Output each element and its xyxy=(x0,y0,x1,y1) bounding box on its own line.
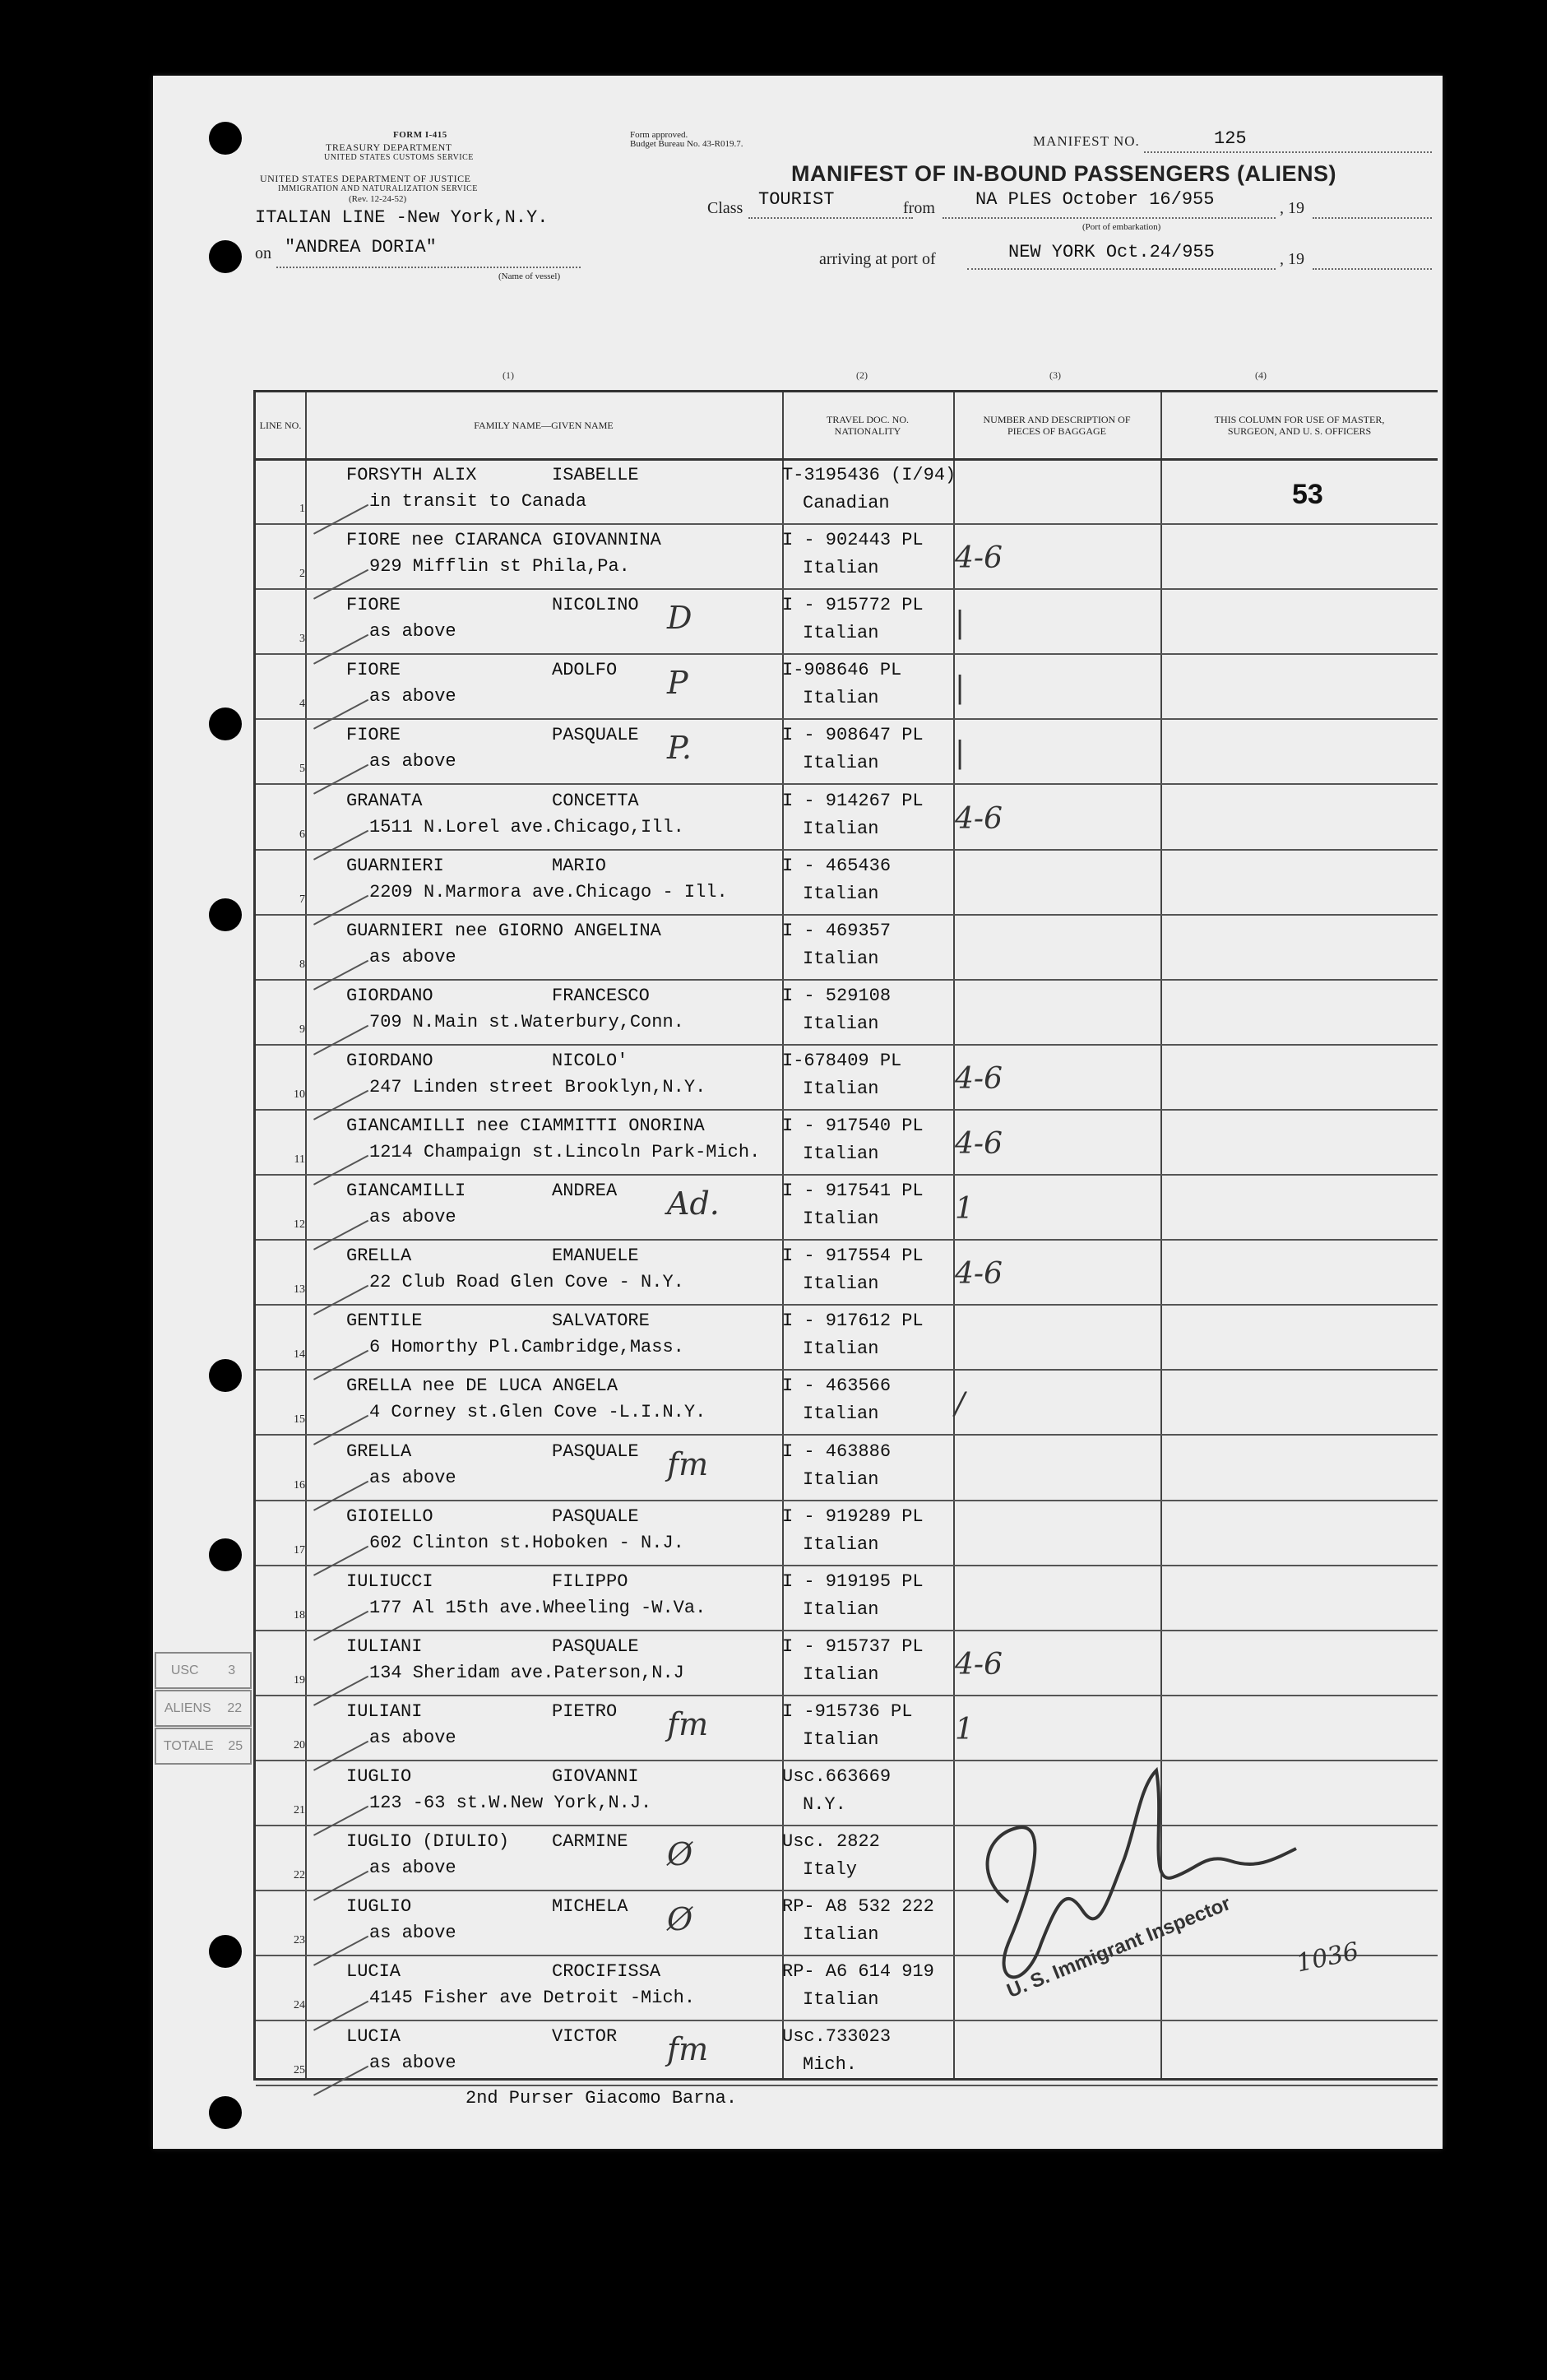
given-name: ISABELLE xyxy=(552,465,639,485)
travel-doc: I-908646 PL xyxy=(782,660,902,681)
revision: (Rev. 12-24-52) xyxy=(349,194,407,204)
baggage: 4-6 xyxy=(955,541,1003,576)
address: as above xyxy=(369,1923,456,1944)
given-name: PIETRO xyxy=(552,1700,618,1722)
line-number: 23 xyxy=(294,1934,305,1947)
nationality: Italian xyxy=(803,1078,879,1099)
family-name: IUGLIO xyxy=(346,1896,412,1918)
line-number: 6 xyxy=(299,828,305,841)
table-row xyxy=(256,914,1438,981)
family-name: IUGLIO (DIULIO) xyxy=(346,1831,510,1853)
address: as above xyxy=(369,1727,456,1748)
given-name: GIOVANNI xyxy=(552,1766,639,1787)
class-value: TOURIST xyxy=(758,189,835,210)
address: as above xyxy=(369,1858,456,1879)
table-row xyxy=(256,1044,1438,1111)
family-name: GUARNIERI nee GIORNO ANGELINA xyxy=(346,920,661,941)
initials: Ad. xyxy=(667,1185,720,1222)
travel-doc: I - 463566 xyxy=(782,1376,892,1397)
address: as above xyxy=(369,751,456,772)
line-number: 18 xyxy=(294,1608,305,1621)
travel-doc: Usc.733023 xyxy=(782,2026,892,2048)
col-num-1: (1) xyxy=(503,369,514,381)
baggage: | xyxy=(955,736,966,771)
on-label: on xyxy=(255,244,271,262)
line-number: 15 xyxy=(294,1413,305,1427)
given-name: NICOLO' xyxy=(552,1050,628,1071)
address: as above xyxy=(369,1467,456,1488)
th-name: FAMILY NAME—GIVEN NAME xyxy=(474,420,614,431)
given-name: CROCIFISSA xyxy=(552,1961,661,1983)
travel-doc: I-678409 PL xyxy=(782,1050,902,1071)
punch-hole xyxy=(209,898,242,931)
line-number: 13 xyxy=(294,1283,305,1297)
inspector-stamp: U. S. Immigrant Inspector xyxy=(1003,1892,1234,2003)
family-name: GRELLA nee DE LUCA ANGELA xyxy=(346,1376,618,1397)
initials: Ø xyxy=(667,1836,693,1873)
family-name: LUCIA xyxy=(346,1961,401,1983)
baggage: 1 xyxy=(955,1712,974,1747)
travel-doc: Usc. 2822 xyxy=(782,1831,880,1853)
nationality: Italy xyxy=(803,1859,858,1881)
given-name: PASQUALE xyxy=(552,1635,639,1657)
given-name: CARMINE xyxy=(552,1831,628,1853)
address: as above xyxy=(369,621,456,643)
table-row xyxy=(256,979,1438,1046)
family-name: GRANATA xyxy=(346,790,423,811)
nationality: Italian xyxy=(803,1013,879,1034)
given-name: ANDREA xyxy=(552,1181,618,1202)
baggage: | xyxy=(955,671,966,706)
line-number: 16 xyxy=(294,1478,305,1492)
address: 6 Homorthy Pl.Cambridge,Mass. xyxy=(369,1337,684,1358)
baggage: 4-6 xyxy=(955,1257,1003,1292)
table-row xyxy=(256,588,1438,655)
punch-hole xyxy=(209,1538,242,1571)
line-number: 10 xyxy=(294,1088,305,1101)
nationality: Italian xyxy=(803,558,879,579)
given-name: FRANCESCO xyxy=(552,985,650,1006)
given-name: PASQUALE xyxy=(552,1441,639,1462)
given-name: CONCETTA xyxy=(552,790,639,811)
line-number: 17 xyxy=(294,1543,305,1557)
travel-doc: I - 915737 PL xyxy=(782,1635,924,1657)
travel-doc: I - 917554 PL xyxy=(782,1246,924,1267)
shipping-line: ITALIAN LINE -New York,N.Y. xyxy=(255,207,549,228)
nationality: Italian xyxy=(803,1924,879,1946)
table-row xyxy=(256,784,1438,851)
line-number: 14 xyxy=(294,1348,305,1362)
address: as above xyxy=(369,946,456,967)
address: 22 Club Road Glen Cove - N.Y. xyxy=(369,1272,684,1293)
table-row xyxy=(256,1500,1438,1566)
table-header xyxy=(256,392,1438,461)
given-name: SALVATORE xyxy=(552,1311,650,1332)
nationality: N.Y. xyxy=(803,1794,846,1815)
nationality: Italian xyxy=(803,883,879,904)
given-name: ADOLFO xyxy=(552,660,618,681)
family-name: FIORE xyxy=(346,595,401,616)
travel-doc: I - 919195 PL xyxy=(782,1570,924,1592)
family-name: LUCIA xyxy=(346,2026,401,2048)
address: 134 Sheridam ave.Paterson,N.J xyxy=(369,1662,684,1683)
manifest-page xyxy=(153,76,1443,2149)
address: 1214 Champaign st.Lincoln Park-Mich. xyxy=(369,1142,761,1162)
address: 177 Al 15th ave.Wheeling -W.Va. xyxy=(369,1597,706,1618)
given-name: VICTOR xyxy=(552,2026,618,2048)
punch-hole xyxy=(209,122,242,155)
initials: D xyxy=(667,600,692,637)
given-name: MICHELA xyxy=(552,1896,628,1918)
line-number: 22 xyxy=(294,1869,305,1882)
table-row xyxy=(256,1174,1438,1241)
initials: Ø xyxy=(667,1901,693,1938)
family-name: GUARNIERI xyxy=(346,855,444,876)
travel-doc: T-3195436 (I/94) xyxy=(782,465,956,485)
nationality: Italian xyxy=(803,753,879,774)
th-officers: THIS COLUMN FOR USE OF MASTER, SURGEON, AND U. S. OFFICERS xyxy=(1214,414,1385,437)
nationality: Italian xyxy=(803,948,879,969)
class-label: Class xyxy=(707,199,743,217)
line-number: 11 xyxy=(294,1153,305,1166)
col-num-4: (4) xyxy=(1255,369,1267,381)
line-number: 8 xyxy=(299,958,305,971)
travel-doc: I - 919289 PL xyxy=(782,1505,924,1527)
baggage: | xyxy=(955,606,966,641)
address: 2209 N.Marmora ave.Chicago - Ill. xyxy=(369,881,728,902)
nationality: Italian xyxy=(803,1338,879,1360)
nationality: Italian xyxy=(803,1403,879,1425)
tally-total: TOTALE 25 xyxy=(155,1728,252,1765)
immigration-service: IMMIGRATION AND NATURALIZATION SERVICE xyxy=(278,184,478,193)
table-row xyxy=(256,1630,1438,1696)
col-num-2: (2) xyxy=(856,369,868,381)
family-name: GRELLA xyxy=(346,1246,412,1267)
address: 4 Corney st.Glen Cove -L.I.N.Y. xyxy=(369,1402,706,1423)
address: 709 N.Main st.Waterbury,Conn. xyxy=(369,1011,684,1032)
family-name: IULIUCCI xyxy=(346,1570,433,1592)
embark-note: (Port of embarkation) xyxy=(1082,222,1161,232)
given-name: NICOLINO xyxy=(552,595,639,616)
family-name: IULIANI xyxy=(346,1635,423,1657)
travel-doc: I - 917541 PL xyxy=(782,1181,924,1202)
line-number: 20 xyxy=(294,1738,305,1751)
line-number: 25 xyxy=(294,2064,305,2077)
tally-usc: USC 3 xyxy=(155,1652,252,1689)
manifest-no-label: MANIFEST NO. xyxy=(1033,133,1140,149)
nationality: Canadian xyxy=(803,493,890,513)
th-travel-doc: TRAVEL DOC. NO. NATIONALITY xyxy=(826,414,909,437)
year-label: , 19 xyxy=(1280,199,1304,217)
travel-doc: I - 917612 PL xyxy=(782,1311,924,1332)
line-number: 9 xyxy=(299,1023,305,1036)
address: 247 Linden street Brooklyn,N.Y. xyxy=(369,1076,706,1097)
nationality: Italian xyxy=(803,1144,879,1164)
table-row xyxy=(256,653,1438,720)
travel-doc: RP- A8 532 222 xyxy=(782,1896,934,1918)
given-name: PASQUALE xyxy=(552,1505,639,1527)
nationality: Italian xyxy=(803,623,879,644)
baggage: 4-6 xyxy=(955,1127,1003,1161)
punch-hole xyxy=(209,2096,242,2129)
nationality: Italian xyxy=(803,688,879,709)
travel-doc: I - 917540 PL xyxy=(782,1116,924,1136)
table-row xyxy=(256,1239,1438,1306)
form-number: FORM I-415 xyxy=(393,130,447,140)
punch-hole xyxy=(209,708,242,740)
given-name: PASQUALE xyxy=(552,725,639,746)
line-number: 1 xyxy=(299,503,305,515)
family-name: GIANCAMILLI nee CIAMMITTI ONORINA xyxy=(346,1116,705,1136)
travel-doc: I - 465436 xyxy=(782,855,892,876)
table-row xyxy=(256,1369,1438,1436)
family-name: GIOIELLO xyxy=(346,1505,433,1527)
travel-doc: I - 469357 xyxy=(782,920,892,941)
manifest-number: 125 xyxy=(1214,128,1247,149)
given-name: EMANUELE xyxy=(552,1246,639,1267)
baggage: 1 xyxy=(955,1192,974,1227)
baggage: 4-6 xyxy=(955,1647,1003,1682)
family-name: IULIANI xyxy=(346,1700,423,1722)
table-row xyxy=(256,2020,1438,2086)
table-row xyxy=(256,458,1438,525)
travel-doc: I - 463886 xyxy=(782,1441,892,1462)
purser-name: 2nd Purser Giacomo Barna. xyxy=(465,2088,738,2109)
arriving-label: arriving at port of xyxy=(819,250,936,268)
given-name: FILIPPO xyxy=(552,1570,628,1592)
line-number: 19 xyxy=(294,1673,305,1686)
inspector-signature xyxy=(959,1737,1304,2009)
nationality: Italian xyxy=(803,1533,879,1555)
table-row xyxy=(256,523,1438,590)
from-label: from xyxy=(903,199,935,217)
initials: fm xyxy=(667,2031,709,2068)
initials: P. xyxy=(667,730,692,767)
line-number: 4 xyxy=(299,698,305,711)
family-name: GIORDANO xyxy=(346,985,433,1006)
table-row xyxy=(256,718,1438,785)
nationality: Italian xyxy=(803,1989,879,2011)
tally-aliens: ALIENS 22 xyxy=(155,1690,252,1727)
initials: fm xyxy=(667,1705,709,1742)
form-approved: Form approved. xyxy=(630,130,688,140)
nationality: Italian xyxy=(803,1598,879,1620)
table-row xyxy=(256,1304,1438,1371)
address: as above xyxy=(369,686,456,708)
address: 602 Clinton st.Hoboken - N.J. xyxy=(369,1532,684,1553)
address: 929 Mifflin st Phila,Pa. xyxy=(369,556,630,578)
address: in transit to Canada xyxy=(369,491,587,512)
year-label-2: , 19 xyxy=(1280,250,1304,268)
row-mark xyxy=(313,2066,368,2096)
travel-doc: Usc.663669 xyxy=(782,1766,892,1787)
family-name: IUGLIO xyxy=(346,1766,412,1787)
travel-doc: I - 529108 xyxy=(782,985,892,1006)
line-number: 3 xyxy=(299,633,305,646)
line-number: 21 xyxy=(294,1804,305,1816)
table-row xyxy=(256,1435,1438,1501)
table-row xyxy=(256,1565,1438,1631)
family-name: GRELLA xyxy=(346,1441,412,1462)
line-number: 7 xyxy=(299,893,305,906)
baggage: / xyxy=(955,1387,966,1422)
justice-dept: UNITED STATES DEPARTMENT OF JUSTICE xyxy=(260,173,471,184)
travel-doc: I - 915772 PL xyxy=(782,595,924,616)
family-name: GIORDANO xyxy=(346,1050,433,1071)
nationality: Italian xyxy=(803,1209,879,1230)
table-row xyxy=(256,849,1438,916)
line-number: 5 xyxy=(299,763,305,776)
baggage: 4-6 xyxy=(955,1061,1003,1096)
family-name: FIORE xyxy=(346,725,401,746)
line-number: 12 xyxy=(294,1218,305,1232)
initials: fm xyxy=(667,1445,709,1482)
th-baggage: NUMBER AND DESCRIPTION OF PIECES OF BAGGAGE xyxy=(983,414,1131,437)
nationality: Italian xyxy=(803,1728,879,1750)
embarkation: NA PLES October 16/955 xyxy=(975,189,1215,210)
address: 123 -63 st.W.New York,N.J. xyxy=(369,1793,652,1813)
baggage: 4-6 xyxy=(955,801,1003,836)
punch-hole xyxy=(209,240,242,273)
address: as above xyxy=(369,1207,456,1228)
address: 4145 Fisher ave Detroit -Mich. xyxy=(369,1988,696,2009)
col-num-3: (3) xyxy=(1049,369,1061,381)
initials: P xyxy=(667,665,688,702)
travel-doc: I - 902443 PL xyxy=(782,530,924,551)
department: TREASURY DEPARTMENT xyxy=(326,142,452,153)
punch-hole xyxy=(209,1359,242,1392)
th-line-no: LINE NO. xyxy=(259,420,302,431)
vessel-note: (Name of vessel) xyxy=(498,271,561,281)
officer-count: 53 xyxy=(1292,479,1323,510)
nationality: Mich. xyxy=(803,2054,858,2076)
travel-doc: I - 908647 PL xyxy=(782,725,924,746)
table-row xyxy=(256,1109,1438,1176)
manifest-title: MANIFEST OF IN-BOUND PASSENGERS (ALIENS) xyxy=(791,161,1337,186)
family-name: GENTILE xyxy=(346,1311,423,1332)
stamp-number: 1036 xyxy=(1294,1937,1362,1979)
address: 1511 N.Lorel ave.Chicago,Ill. xyxy=(369,816,684,837)
vessel-name: "ANDREA DORIA" xyxy=(285,237,437,257)
nationality: Italian xyxy=(803,1274,879,1295)
family-name: FIORE nee CIARANCA GIOVANNINA xyxy=(346,530,661,551)
line-number: 2 xyxy=(299,568,305,581)
line-number: 24 xyxy=(294,1999,305,2012)
nationality: Italian xyxy=(803,1663,879,1685)
given-name: MARIO xyxy=(552,855,607,876)
budget-bureau: Budget Bureau No. 43-R019.7. xyxy=(630,139,743,149)
customs-service: UNITED STATES CUSTOMS SERVICE xyxy=(324,153,474,162)
travel-doc: I - 914267 PL xyxy=(782,790,924,811)
nationality: Italian xyxy=(803,818,879,839)
family-name: FIORE xyxy=(346,660,401,681)
nationality: Italian xyxy=(803,1468,879,1490)
travel-doc: I -915736 PL xyxy=(782,1700,913,1722)
family-name: FORSYTH ALIX xyxy=(346,465,477,485)
address: as above xyxy=(369,2053,456,2074)
punch-hole xyxy=(209,1935,242,1968)
family-name: GIANCAMILLI xyxy=(346,1181,466,1202)
arrival-port: NEW YORK Oct.24/955 xyxy=(1008,242,1215,262)
travel-doc: RP- A6 614 919 xyxy=(782,1961,934,1983)
